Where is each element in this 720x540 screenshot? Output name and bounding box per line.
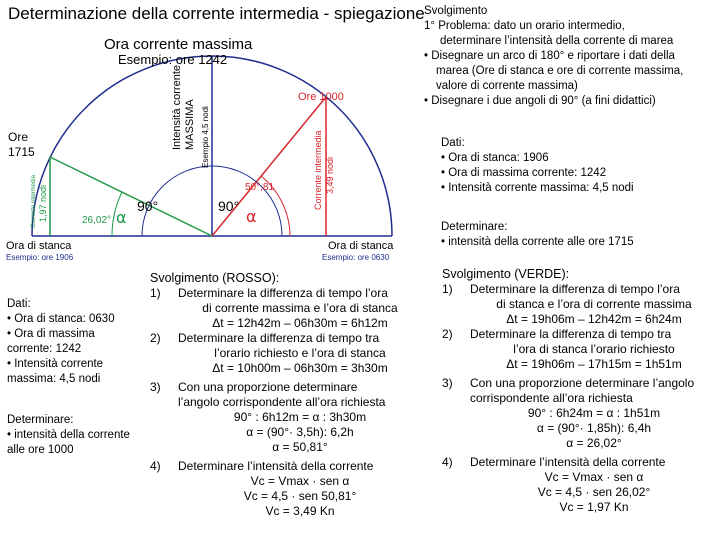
alpha-red: α [246,207,257,226]
angle-green-label: 26,02° [82,215,112,226]
rosso-step-line: Con una proporzione determinare [178,380,358,394]
rosso-step-line: l’angolo corrispondente all’ora richiesta [178,395,386,409]
dati-left [7,297,147,458]
rosso-step-line: Determinare la differenza di tempo l’ora [178,286,388,300]
verde-step [442,282,718,327]
red-radius-line [212,97,326,236]
rosso-step-line: 90° : 6h12m = α : 3h30m [233,410,367,424]
bullet-1c: valore di corrente massima) [436,80,578,92]
max-label: MASSIMA [184,99,196,150]
dati-right-line-2: • Ora di massima corrente: 1242 [441,167,607,179]
verde-step-number: 4) [442,455,453,469]
page-title: Determinazione della corrente intermedia - spiegazione [8,4,425,23]
verde-step-line: Vc = Vmax · sen α [544,470,644,484]
diagram-subheading: Esempio: ore 1242 [118,52,228,67]
rosso-step-line: α = 50,81° [272,440,328,454]
dati-right-heading: Dati: [441,137,465,149]
ore-1715-label: Ore [8,130,29,144]
rosso-step-number: 4) [150,459,161,473]
stanca-right-example: Esempio: ore 0630 [322,253,390,262]
green-radius-line [50,157,212,236]
verde-step-line: Determinare la differenza di tempo tra [470,327,672,341]
rosso-step-line: Vc = 3,49 Kn [265,504,335,518]
stanca-left-label: Ora di stanca [6,240,72,252]
dati-left-line-1: • Ora di stanca: 0630 [7,313,115,325]
det-left-heading: Determinare: [7,414,74,426]
rosso-heading: Svolgimento (ROSSO): [150,271,280,285]
verde-step-number: 1) [442,282,453,296]
verde-step [442,376,718,451]
rosso-step-line: Vc = Vmax · sen α [250,474,350,488]
verde-step-line: 90° : 6h24m = α : 1h51m [527,406,661,420]
diagram-heading: Ora corrente massima [104,36,253,53]
verde-step-line: Vc = 4,5 · sen 26,02° [537,485,651,499]
rosso-step-line: Determinare la differenza di tempo tra [178,331,380,345]
dati-left-line-5: massima: 4,5 nodi [7,373,101,385]
rosso-step-line: Determinare l’intensità della corrente [178,459,374,473]
det-right-line-1: • intensità della corrente alle ore 1715 [441,236,634,248]
dati-left-line-4: • Intensità corrente [7,358,104,370]
verde-step-line: α = (90°· 1,85h): 6,4h [536,421,652,435]
verde-steps-list [442,282,718,515]
svolgimento-rosso [150,270,422,519]
svolgimento-verde [442,266,718,515]
verde-step-line: Δt = 19h06m – 12h42m = 6h24m [506,312,682,326]
rosso-step-line: di corrente massima e l’ora di stanca [202,301,398,315]
tide-diagram [0,0,430,280]
right-angle-right-label: 90° [218,198,240,214]
det-right-heading: Determinare: [441,221,508,233]
rosso-step [150,459,422,519]
right-angle-left-label: 90° [137,198,159,214]
verde-step-line: corrispondente all’ora richiesta [470,391,633,405]
rosso-step-line: l’orario richiesto e l’ora di stanca [214,346,386,360]
verde-step-line: α = 26,02° [566,436,622,450]
verde-step-line: Determinare l’intensità della corrente [470,455,666,469]
bullet-2: • Disegnare i due angoli di 90° (a fini didattici) [424,95,656,107]
stanca-right-label: Ora di stanca [328,240,394,252]
max-example-label: Esempio 4,5 nodi [201,106,210,168]
red-value-label: 3,49 nodi [325,156,335,194]
verde-step [442,327,718,372]
dati-right-line-1: • Ora di stanca: 1906 [441,152,549,164]
verde-step-line: Vc = 1,97 Kn [559,500,629,514]
angle-red-label: 50°,81 [245,182,275,193]
bullet-1a: • Disegnare un arco di 180° e riportare i dati della [424,50,675,62]
green-current-label: Corrente intermedia [31,174,37,228]
ore-1715-value: 1715 [8,145,35,159]
dati-left-heading: Dati: [7,298,31,310]
rosso-step-line: Vc = 4,5 · sen 50,81° [243,489,357,503]
verde-step [442,455,718,515]
problem-line-2: determinare l’intensità della corrente di marea [440,35,674,47]
rosso-step-line: Δt = 10h00m – 06h30m = 3h30m [212,361,388,375]
rosso-step-number: 1) [150,286,161,300]
rosso-step [150,331,422,376]
dati-left-line-2: • Ora di massima [7,328,95,340]
svolgimento-heading: Svolgimento [424,5,488,17]
rosso-step-line: Δt = 12h42m – 06h30m = 6h12m [212,316,388,330]
verde-step-line: Determinare la differenza di tempo l’ora [470,282,680,296]
verde-step-line: l’ora di stanca l’orario richiesto [513,342,675,356]
verde-step-number: 2) [442,327,453,341]
problem-line-1: 1° Problema: dato un orario intermedio, [424,20,625,32]
verde-step-line: di stanca e l’ora di corrente massima [496,297,692,311]
rosso-step-line: α = (90°· 3,5h): 6,2h [246,425,354,439]
green-value-label: 1,97 nodi [38,184,48,222]
rosso-step-number: 3) [150,380,161,394]
rosso-step-number: 2) [150,331,161,345]
max-intensity-label: Intensità corrente [171,65,183,150]
verde-heading: Svolgimento (VERDE): [442,267,570,281]
alpha-green: α [116,208,127,227]
verde-step-number: 3) [442,376,453,390]
verde-step-line: Con una proporzione determinare l’angolo [470,376,695,390]
dati-left-line-3: corrente: 1242 [7,343,82,355]
verde-step-line: Δt = 19h06m – 17h15m = 1h51m [506,357,682,371]
red-current-label: Corrente intermedia [313,130,323,210]
det-left-line-1: • intensità della corrente [7,429,130,441]
dati-right-line-3: • Intensità corrente massima: 4,5 nodi [441,182,634,194]
svolgimento-top [424,4,718,109]
det-left-line-2: alle ore 1000 [7,444,74,456]
bullet-1b: marea (Ore di stanca e ore di corrente massima, [436,65,684,77]
dati-right [441,136,711,250]
rosso-steps-list [150,286,422,519]
stanca-left-example: Esempio: ore 1906 [6,253,74,262]
rosso-step [150,286,422,331]
rosso-step [150,380,422,455]
ore-1000-label: Ore 1000 [298,91,344,103]
